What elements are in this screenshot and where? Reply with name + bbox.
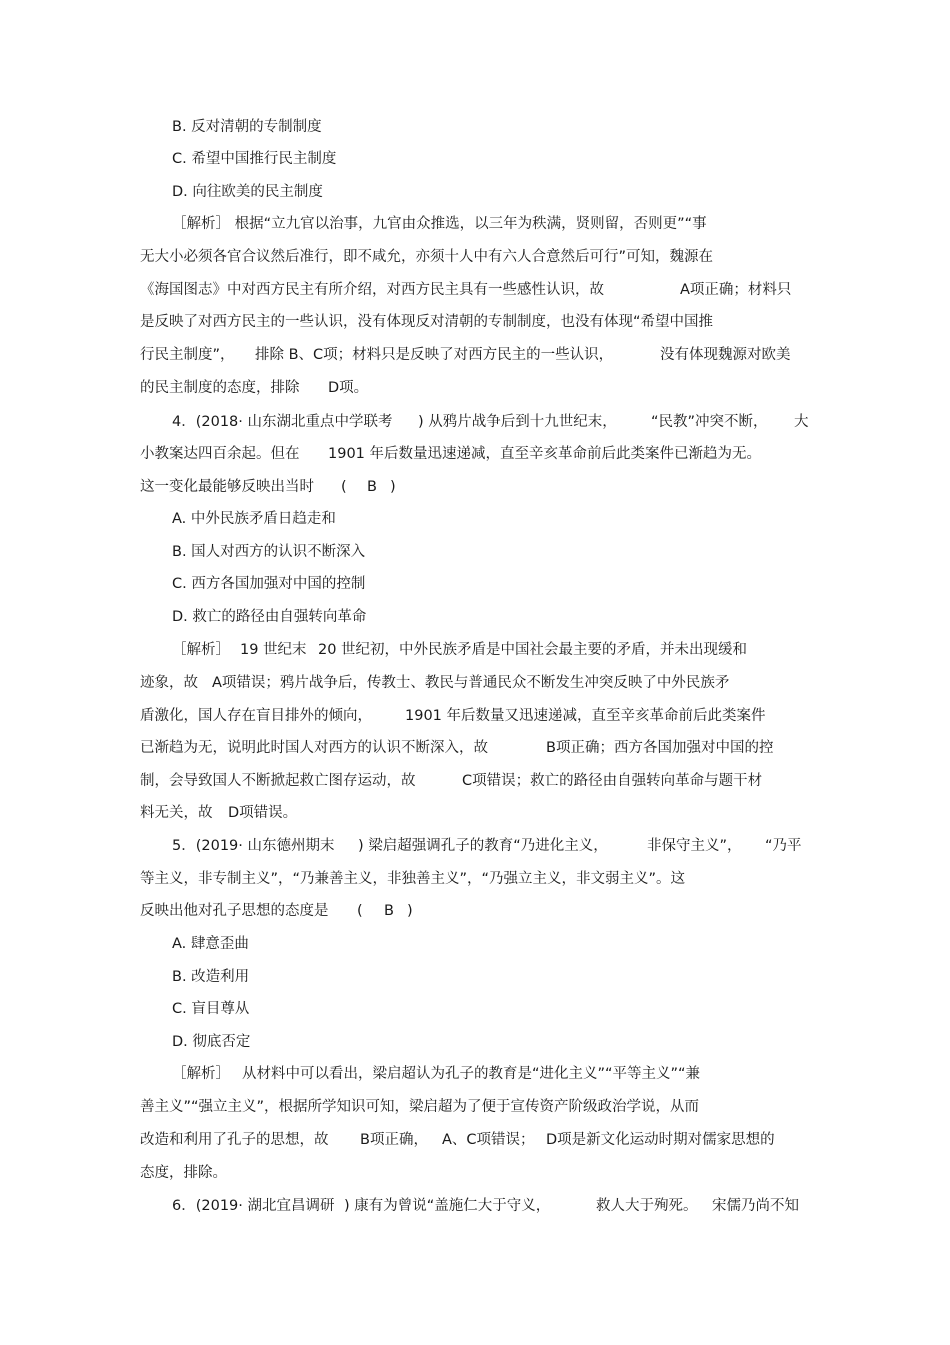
q4-analysis-line-5 — [0, 765, 950, 797]
text-segment: A、C项错误； — [442, 1132, 535, 1148]
q3-option-b: B. 反对清朝的专制制度 — [172, 119, 322, 135]
q4-option-b: B. 国人对西方的认识不断深入 — [172, 544, 366, 560]
text-segment: A项正确；材料只 — [680, 282, 792, 298]
text-segment: ) 梁启超强调孔子的教育“乃进化主义， — [358, 838, 608, 854]
q5-stem-line-3 — [0, 895, 950, 927]
text-segment: 盾激化，国人存在盲目排外的倾向， — [140, 708, 372, 724]
text-segment: 行民主制度”， — [140, 347, 235, 363]
text-segment: ［解析］ — [172, 1066, 230, 1082]
text-segment: 6．(2019· 湖北宜昌调研 — [172, 1198, 335, 1214]
text-segment: ) 康有为曾说“盖施仁大于守义， — [344, 1198, 551, 1214]
q5-option-d: D. 彻底否定 — [172, 1034, 251, 1050]
q5-analysis-line-3 — [0, 1124, 950, 1156]
q5-option-c: C. 盲目尊从 — [172, 1001, 250, 1017]
text-segment: ( — [341, 479, 347, 495]
q5-analysis-line-2: 善主义”“强立主义”，根据所学知识可知，梁启超为了便于宣传资产阶级政治学说，从而 — [140, 1099, 700, 1115]
text-segment: “乃平 — [765, 838, 802, 854]
text-segment: 4．(2018· 山东湖北重点中学联考 — [172, 414, 393, 430]
text-segment: 反映出他对孔子思想的态度是 — [140, 903, 329, 919]
text-segment: 料无关，故 — [140, 805, 213, 821]
text-segment: C项错误；救亡的路径由自强转向革命与题干材 — [462, 773, 763, 789]
text-segment: 已渐趋为无，说明此时国人对西方的认识不断深入，故 — [140, 740, 488, 756]
answer-mark: B — [367, 479, 377, 495]
text-segment: 非保守主义”， — [647, 838, 742, 854]
q3-analysis-line-5 — [0, 339, 950, 371]
q5-stem-line-2: 等主义，非专制主义”，“乃兼善主义，非独善主义”，“乃强立主义，非文弱主义”。这 — [140, 871, 686, 887]
text-segment: 20 世纪初，中外民族矛盾是中国社会最主要的矛盾，并未出现缓和 — [318, 642, 748, 658]
q4-option-c: C. 西方各国加强对中国的控制 — [172, 576, 366, 592]
text-segment: ) — [407, 903, 413, 919]
q4-analysis-line-6 — [0, 797, 950, 829]
text-segment: 小教案达四百余起。但在 — [140, 446, 300, 462]
q4-option-d: D. 救亡的路径由自强转向革命 — [172, 609, 367, 625]
text-segment: ［解析］ — [172, 642, 230, 658]
q4-analysis-line-4 — [0, 732, 950, 764]
q3-option-c: C. 希望中国推行民主制度 — [172, 151, 337, 167]
q6-stem-line-1 — [0, 1190, 950, 1222]
text-segment: 排除 B、C项；材料只是反映了对西方民主的一些认识， — [255, 347, 614, 363]
text-segment: 1901 年后数量迅速递减，直至辛亥革命前后此类案件已渐趋为无。 — [328, 446, 762, 462]
text-segment: 从材料中可以看出，梁启超认为孔子的教育是“进化主义”“平等主义”“兼 — [242, 1066, 701, 1082]
q4-stem-line-3 — [0, 471, 950, 503]
text-segment: ) — [390, 479, 396, 495]
text-segment: D项是新文化运动时期对儒家思想的 — [546, 1132, 775, 1148]
q4-stem-line-1 — [0, 406, 950, 438]
answer-mark: B — [384, 903, 394, 919]
q5-option-a: A. 肆意歪曲 — [172, 936, 249, 952]
text-segment: 制，会导致国人不断掀起救亡图存运动，故 — [140, 773, 416, 789]
q4-analysis-line-1 — [0, 634, 950, 666]
text-segment: ( — [357, 903, 363, 919]
text-segment: 1901 年后数量又迅速递减，直至辛亥革命前后此类案件 — [405, 708, 766, 724]
text-segment: 《海国图志》中对西方民主有所介绍，对西方民主具有一些感性认识，故 — [140, 282, 604, 298]
text-segment: “民教”冲突不断， — [651, 414, 768, 430]
text-segment: 的民主制度的态度，排除 — [140, 380, 300, 396]
q3-analysis-line-6 — [0, 372, 950, 404]
q3-analysis-line-2: 无大小必须各官合议然后准行，即不咸允，亦须十人中有六人合意然后可行”可知，魏源在 — [140, 249, 714, 265]
q3-analysis-line-1: ［解析］ 根据“立九官以治事，九官由众推选，以三年为秩满，贤则留，否则更”“事 — [172, 216, 707, 232]
text-segment: 救人大于殉死。 — [596, 1198, 698, 1214]
q4-analysis-line-2 — [0, 667, 950, 699]
text-segment: 大 — [794, 414, 809, 430]
text-segment: D项错误。 — [228, 805, 298, 821]
q4-analysis-line-3 — [0, 700, 950, 732]
q4-option-a: A. 中外民族矛盾日趋走和 — [172, 511, 336, 527]
text-segment: 没有体现魏源对欧美 — [660, 347, 791, 363]
q5-stem-line-1 — [0, 830, 950, 862]
text-segment: 迹象，故 — [140, 675, 198, 691]
q3-option-d: D. 向往欧美的民主制度 — [172, 184, 323, 200]
q5-analysis-line-4: 态度，排除。 — [140, 1165, 227, 1181]
q4-stem-line-2 — [0, 438, 950, 470]
text-segment: 宋儒乃尚不知 — [712, 1198, 799, 1214]
q3-analysis-line-3 — [0, 274, 950, 306]
text-segment: ) 从鸦片战争后到十九世纪末， — [418, 414, 617, 430]
text-segment: A项错误；鸦片战争后，传教士、教民与普通民众不断发生冲突反映了中外民族矛 — [212, 675, 730, 691]
text-segment: B项正确， — [360, 1132, 428, 1148]
q5-option-b: B. 改造利用 — [172, 969, 250, 985]
text-segment: B项正确；西方各国加强对中国的控 — [546, 740, 774, 756]
q5-analysis-line-1 — [0, 1058, 950, 1090]
text-segment: 改造和利用了孔子的思想，故 — [140, 1132, 329, 1148]
text-segment: D项。 — [328, 380, 369, 396]
text-segment: 这一变化最能够反映出当时 — [140, 479, 314, 495]
text-segment: 19 世纪末 — [240, 642, 307, 658]
q3-analysis-line-4: 是反映了对西方民主的一些认识，没有体现反对清朝的专制制度，也没有体现“希望中国推 — [140, 314, 714, 330]
text-segment: 5．(2019· 山东德州期末 — [172, 838, 335, 854]
